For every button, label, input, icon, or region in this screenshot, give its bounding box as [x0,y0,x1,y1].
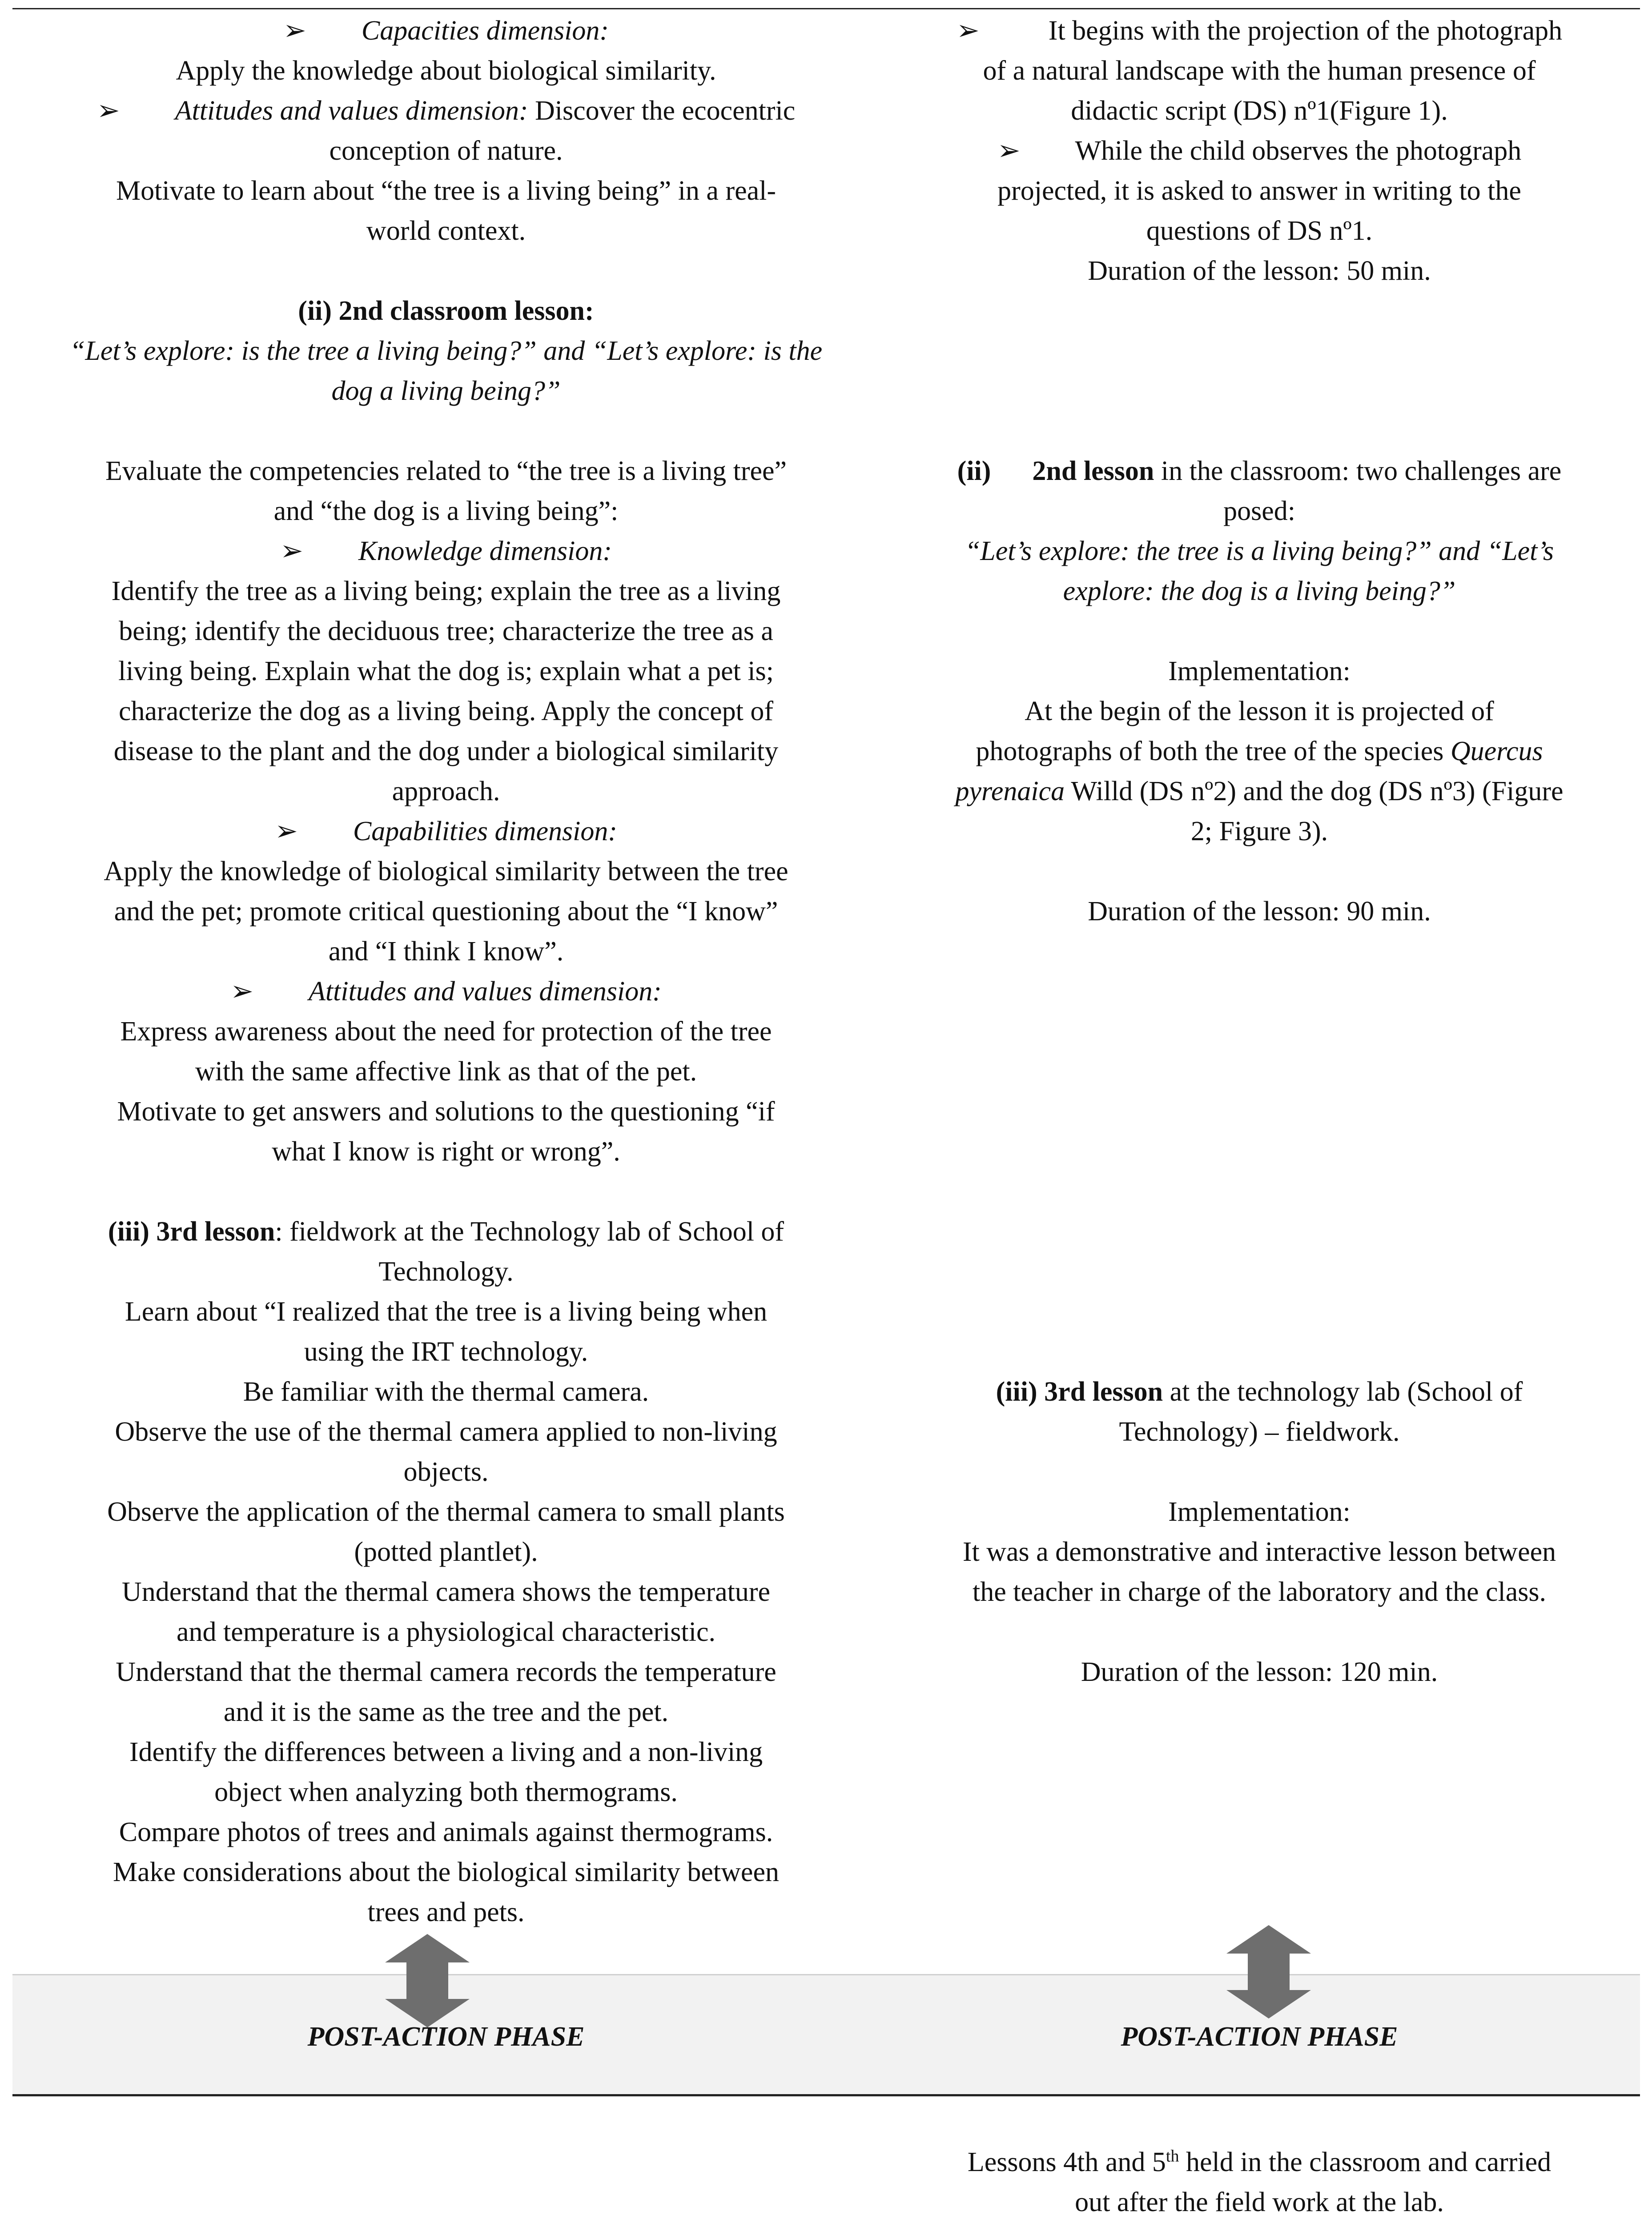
lessons-4-5-text: Lessons 4th and 5 [967,2147,1166,2177]
post-action-phase-label-right: POST-ACTION PHASE [1121,2022,1398,2052]
lesson3-title-line-2: Technology. [378,1257,514,1287]
right-lesson3-bold: (iii) 3rd lesson [996,1377,1163,1407]
evaluate-line-1: Evaluate the competencies related to “the tree is a living tree” [105,456,787,486]
attitudes2-line-4: what I know is right or wrong”. [272,1136,620,1167]
lesson3-plants-line-1: Observe the application of the thermal camera to small plants [107,1497,785,1527]
while-bullet-line-1 [997,131,1522,171]
bullet-arrow-icon: ➢ [956,16,980,46]
bullet-arrow-icon: ➢ [283,16,306,46]
right-lesson3-line-2: Technology) – fieldwork. [1119,1417,1400,1447]
right-lesson3-title [996,1372,1523,1412]
knowledge-line-2: being; identify the deciduous tree; characterize the tree as a [119,616,773,646]
motivate-line-2: world context. [366,216,526,246]
lesson3-plants-line-2: (potted plantlet). [354,1537,538,1567]
double-arrow-icon-right [1226,1925,1311,2019]
duration-lesson-2: Duration of the lesson: 90 min. [1088,896,1431,927]
bullet-arrow-icon: ➢ [280,536,303,566]
lesson3-familiar-line: Be familiar with the thermal camera. [243,1377,649,1407]
while-text: While the child observes the photograph [1075,136,1522,166]
lessons-4-5-line-1 [968,2142,1551,2182]
duration-lesson-3: Duration of the lesson: 120 min. [1081,1657,1438,1687]
attitudes-dimension-item [97,91,796,131]
bullet-arrow-icon: ➢ [997,136,1021,166]
attitudes-text: Discover the ecocentric [528,96,796,126]
attitudes-heading: Attitudes and values dimension: [175,96,528,126]
lesson2-question-line-2: dog a living being?” [331,376,561,406]
lesson3-considerations-line-2: trees and pets. [367,1897,525,1927]
right-lesson2-line-2: posed: [1223,496,1295,526]
knowledge-line-4: characterize the dog as a living being. Apply the concept of [119,696,773,726]
implementation-label-2: Implementation: [1168,656,1351,686]
begins-text: It begins with the projection of the photograph [1048,16,1563,46]
begins-line-2: of a natural landscape with the human presence of [983,56,1536,86]
motivate-line-1: Motivate to learn about “the tree is a living being” in a real- [116,176,776,206]
begins-bullet-line-1 [957,11,1562,51]
capacities-dimension-item [283,11,609,51]
capabilities-dimension-item [275,811,617,851]
knowledge-heading: Knowledge dimension: [358,536,612,566]
ordinal-superscript: th [1166,2147,1179,2166]
bullet-arrow-icon: ➢ [274,816,298,846]
implementation2-text-2: Willd (DS nº2) and the dog (DS nº3) (Figure [1065,776,1564,806]
lesson2-question-line-1: “Let’s explore: is the tree a living being?” and “Let’s explore: is the [69,336,823,366]
lesson3-identify-line-2: object when analyzing both thermograms. [214,1777,678,1807]
right-lesson2-rest: in the classroom: two challenges are [1154,456,1562,486]
knowledge-line-1: Identify the tree as a living being; explain the tree as a living [111,576,781,606]
implementation3-line-1: It was a demonstrative and interactive lesson between [962,1537,1556,1567]
lesson3-identify-line-1: Identify the differences between a living and a non-living [129,1737,763,1767]
bullet-arrow-icon: ➢ [96,96,120,126]
knowledge-dimension-item [280,531,612,571]
capabilities-heading: Capabilities dimension: [353,816,618,846]
attitudes2-line-3: Motivate to get answers and solutions to the questioning “if [117,1096,775,1127]
implementation-label-3: Implementation: [1168,1497,1351,1527]
species-epithet: pyrenaica [955,776,1065,806]
lesson2-title: (ii) 2nd classroom lesson: [298,296,594,326]
lesson3-records-line-1: Understand that the thermal camera records the temperature [116,1657,776,1687]
lesson3-observe-line-1: Observe the use of the thermal camera applied to non-living [115,1417,777,1447]
right-lesson3-rest: at the technology lab (School of [1163,1377,1523,1407]
knowledge-line-3: living being. Explain what the dog is; explain what a pet is; [118,656,774,686]
lesson3-considerations-line-1: Make considerations about the biological similarity between [113,1857,779,1887]
implementation2-line-3 [955,771,1563,811]
right-lesson2-question-1: “Let’s explore: the tree is a living being?” and “Let’s [965,536,1554,566]
implementation2-line-4: 2; Figure 3). [1190,816,1328,846]
implementation2-line-2 [976,731,1543,771]
capacities-line: Apply the knowledge about biological similarity. [176,56,716,86]
phase-bottom-rule [12,2094,1640,2096]
knowledge-line-6: approach. [392,776,500,806]
while-line-2: projected, it is asked to answer in writing to the [997,176,1521,206]
evaluate-line-2: and “the dog is a living being”: [273,496,619,526]
lesson3-title-bold: (iii) 3rd lesson [108,1217,275,1247]
double-arrow-icon-left [385,1934,470,2027]
attitudes2-heading: Attitudes and values dimension: [309,976,662,1007]
attitudes2-line-2: with the same affective link as that of the pet. [195,1056,697,1087]
attitudes2-line-1: Express awareness about the need for protection of the tree [120,1016,772,1047]
right-lesson2-num: (ii) [957,456,991,486]
right-lesson2-title [957,451,1562,491]
lessons-4-5-line-2: out after the field work at the lab. [1075,2187,1444,2217]
lesson3-compare-line: Compare photos of trees and animals against thermograms. [119,1817,773,1847]
lessons-4-5-text-2: held in the classroom and carried [1179,2147,1552,2177]
lesson3-understand-line-1: Understand that the thermal camera shows the temperature [121,1577,771,1607]
table-top-rule [12,8,1640,9]
capabilities-line-2: and the pet; promote critical questioning about the “I know” [114,896,778,927]
duration-lesson-1: Duration of the lesson: 50 min. [1088,256,1431,286]
implementation3-line-2: the teacher in charge of the laboratory and the class. [973,1577,1546,1607]
capacities-heading: Capacities dimension: [361,16,609,46]
implementation2-line-1: At the begin of the lesson it is projected of [1025,696,1494,726]
right-lesson2-bold: 2nd lesson [1032,456,1154,486]
while-line-3: questions of DS nº1. [1146,216,1373,246]
lesson3-understand-line-2: and temperature is a physiological characteristic. [177,1617,715,1647]
attitudes-line-2: conception of nature. [329,136,563,166]
lesson3-observe-line-2: objects. [403,1457,489,1487]
attitudes2-dimension-item [230,971,662,1011]
species-genus: Quercus [1450,736,1543,766]
knowledge-line-5: disease to the plant and the dog under a biological similarity [113,736,779,766]
begins-line-3: didactic script (DS) nº1(Figure 1). [1071,96,1448,126]
lesson3-learn-line-2: using the IRT technology. [304,1337,588,1367]
capabilities-line-1: Apply the knowledge of biological similarity between the tree [104,856,788,886]
lesson3-title [108,1212,784,1252]
implementation2-text: photographs of both the tree of the species [976,736,1451,766]
lesson3-records-line-2: and it is the same as the tree and the pet. [223,1697,669,1727]
lesson3-title-rest: : fieldwork at the Technology lab of School of [275,1217,784,1247]
lesson3-learn-line-1: Learn about “I realized that the tree is a living being when [125,1297,768,1327]
bullet-arrow-icon: ➢ [230,976,254,1007]
post-action-phase-label-left: POST-ACTION PHASE [307,2022,585,2052]
right-lesson2-question-2: explore: the dog is a living being?” [1063,576,1456,606]
capabilities-line-3: and “I think I know”. [328,936,564,967]
